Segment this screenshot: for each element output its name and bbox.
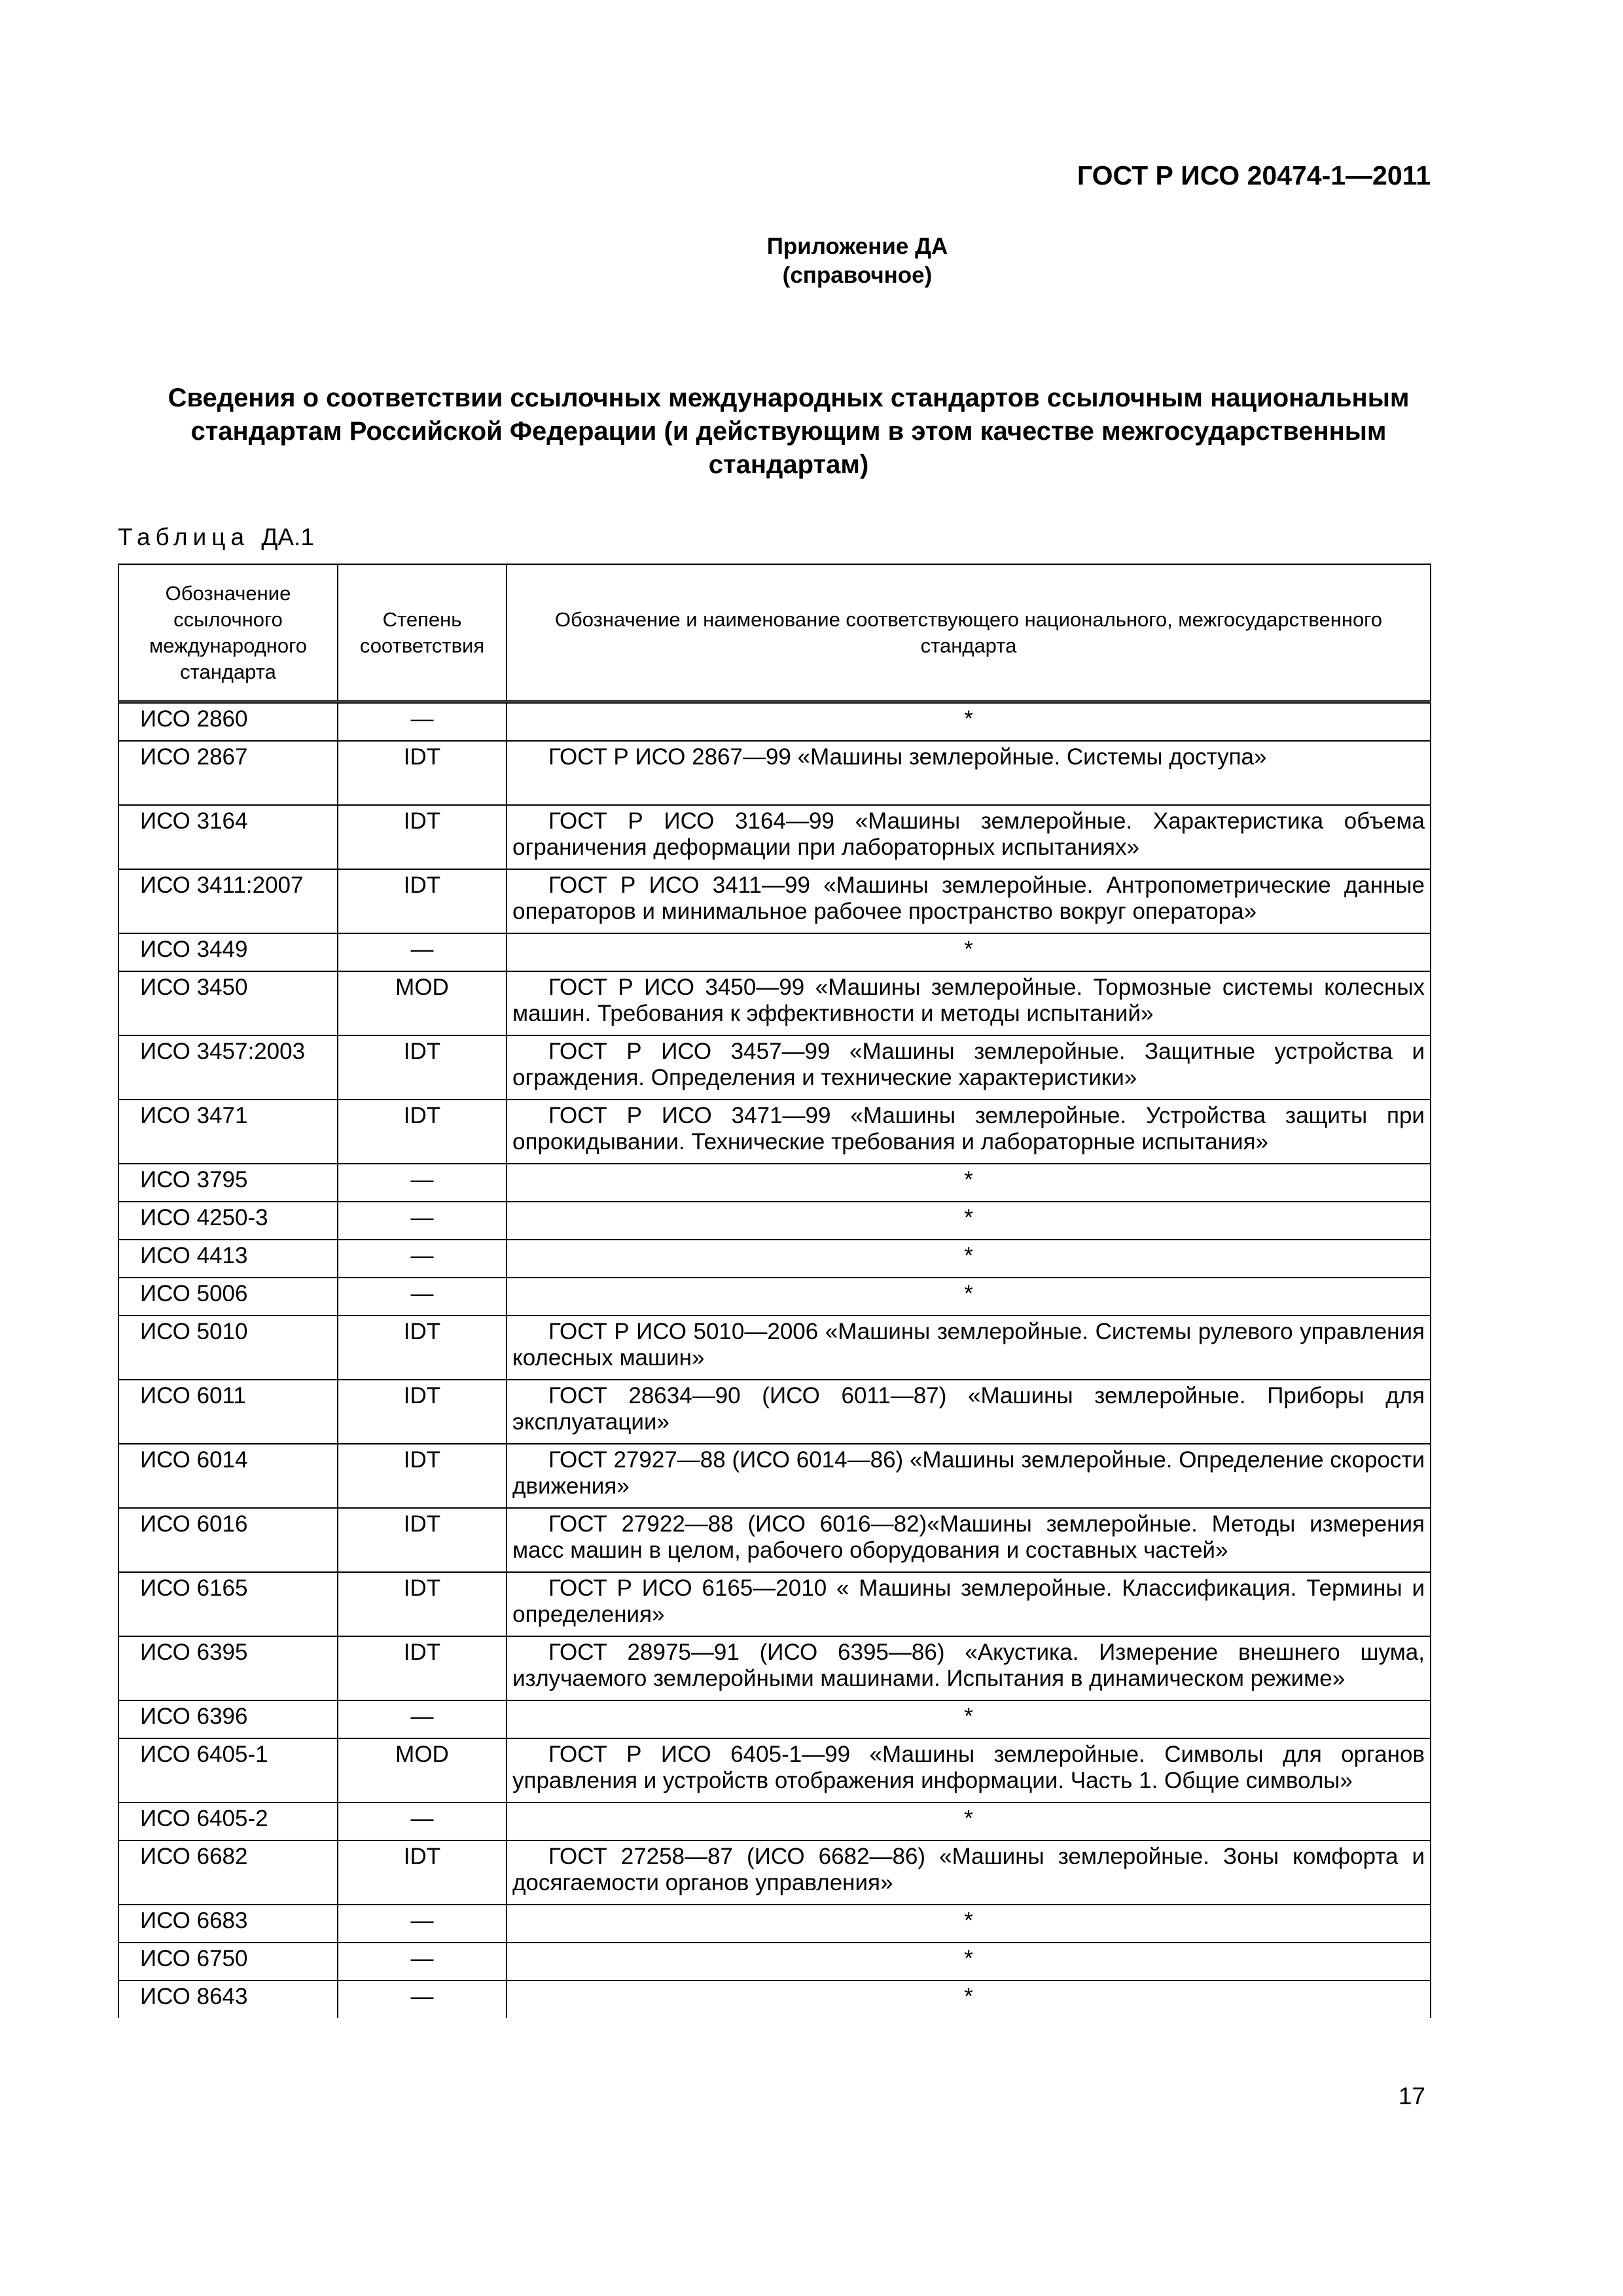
header-national-standard: Обозначение и наименование соответствующего национального, межгосударственного стандарта [507, 564, 1431, 702]
document-code: ГОСТ Р ИСО 20474-1—2011 [1077, 160, 1431, 190]
table-row [118, 1700, 1431, 1738]
table-caption-number: ДА.1 [261, 524, 314, 550]
no-equivalent-mark: * [964, 1205, 973, 1230]
cell-national-standard [507, 971, 1431, 1035]
cell-national-standard [507, 741, 1431, 805]
table-caption [118, 524, 314, 551]
appendix-subtitle: (справочное) [782, 262, 933, 288]
table-row [118, 741, 1431, 805]
cell-degree: IDT [338, 805, 507, 869]
cell-national-standard [507, 702, 1431, 742]
cell-degree: — [338, 702, 507, 742]
cell-national-standard [507, 1700, 1431, 1738]
cell-degree: — [338, 1240, 507, 1278]
cell-standard-code: ИСО 2860 [118, 702, 338, 742]
heading-line-3: стандартам) [708, 450, 869, 479]
cell-standard-code: ИСО 6405-1 [118, 1738, 338, 1803]
table-row [118, 1738, 1431, 1803]
cell-degree: MOD [338, 1738, 507, 1803]
cell-standard-code: ИСО 6750 [118, 1943, 338, 1981]
header-international-standard: Обозначение ссылочного международного стандарта [118, 564, 338, 702]
cell-standard-code: ИСО 5010 [118, 1316, 338, 1380]
national-standard-text: ГОСТ 27927—88 (ИСО 6014—86) «Машины землеройные. Определение скорости движения» [512, 1447, 1425, 1499]
cell-degree: IDT [338, 1380, 507, 1444]
national-standard-text: ГОСТ Р ИСО 3457—99 «Машины землеройные. Защитные устройства и ограждения. Определения и технические характеристики» [512, 1039, 1425, 1090]
table-row [118, 1905, 1431, 1943]
cell-standard-code: ИСО 5006 [118, 1278, 338, 1316]
table-row [118, 933, 1431, 971]
national-standard-text: ГОСТ Р ИСО 3471—99 «Машины землеройные. Устройства защиты при опрокидывании. Технические требования и лабораторные испытания» [512, 1103, 1425, 1155]
page-number: 17 [1398, 2083, 1425, 2109]
no-equivalent-mark: * [964, 1908, 973, 1933]
cell-standard-code: ИСО 6682 [118, 1840, 338, 1905]
cell-national-standard [507, 805, 1431, 869]
table-row [118, 702, 1431, 742]
no-equivalent-mark: * [964, 706, 973, 732]
cell-standard-code: ИСО 3450 [118, 971, 338, 1035]
appendix-title: Приложение ДА [766, 234, 948, 259]
cell-degree: — [338, 1981, 507, 2018]
national-standard-text: ГОСТ 28975—91 (ИСО 6395—86) «Акустика. Измерение внешнего шума, излучаемого землеройными машинами. Испытания в динамическом режиме» [512, 1640, 1425, 1691]
cell-degree: IDT [338, 1572, 507, 1636]
cell-national-standard [507, 1316, 1431, 1380]
cell-standard-code: ИСО 6396 [118, 1700, 338, 1738]
national-standard-text: ГОСТ Р ИСО 3164—99 «Машины землеройные. Характеристика объема ограничения деформации при лабораторных испытаниях» [512, 808, 1425, 860]
cell-national-standard [507, 1803, 1431, 1840]
cell-degree: IDT [338, 1840, 507, 1905]
table-row [118, 1444, 1431, 1508]
cell-standard-code: ИСО 3449 [118, 933, 338, 971]
cell-national-standard [507, 1100, 1431, 1164]
cell-national-standard [507, 1981, 1431, 2018]
table-row [118, 1943, 1431, 1981]
national-standard-text: ГОСТ Р ИСО 2867—99 «Машины землеройные. Системы доступа» [548, 744, 1267, 770]
cell-national-standard [507, 1380, 1431, 1444]
correspondence-table [118, 564, 1431, 2018]
national-standard-text: ГОСТ Р ИСО 5010—2006 «Машины землеройные. Системы рулевого управления колесных машин» [512, 1319, 1425, 1371]
no-equivalent-mark: * [964, 1946, 973, 1971]
table-row [118, 1035, 1431, 1100]
cell-standard-code: ИСО 6683 [118, 1905, 338, 1943]
no-equivalent-mark: * [964, 1243, 973, 1268]
table-row [118, 1981, 1431, 2018]
table-row [118, 1508, 1431, 1572]
cell-national-standard [507, 869, 1431, 933]
cell-national-standard [507, 1636, 1431, 1700]
cell-national-standard [507, 1905, 1431, 1943]
cell-national-standard [507, 1508, 1431, 1572]
cell-degree: IDT [338, 1035, 507, 1100]
cell-national-standard [507, 1444, 1431, 1508]
no-equivalent-mark: * [964, 1984, 973, 2009]
cell-degree: IDT [338, 741, 507, 805]
cell-degree: — [338, 1202, 507, 1240]
cell-standard-code: ИСО 4413 [118, 1240, 338, 1278]
heading-line-1: Сведения о соответствии ссылочных международных стандартов ссылочным национальным [168, 384, 1410, 412]
cell-degree: IDT [338, 1100, 507, 1164]
national-standard-text: ГОСТ 27922—88 (ИСО 6016—82)«Машины землеройные. Методы измерения масс машин в целом, рабочего оборудования и составных частей» [512, 1511, 1425, 1563]
cell-degree: IDT [338, 1316, 507, 1380]
table-caption-prefix: Таблица [118, 524, 250, 550]
cell-standard-code: ИСО 3411:2007 [118, 869, 338, 933]
cell-degree: — [338, 933, 507, 971]
table-row [118, 1240, 1431, 1278]
section-heading [118, 382, 1459, 482]
national-standard-text: ГОСТ 28634—90 (ИСО 6011—87) «Машины землеройные. Приборы для эксплуатации» [512, 1383, 1425, 1435]
cell-degree: IDT [338, 1636, 507, 1700]
cell-national-standard [507, 1035, 1431, 1100]
cell-national-standard [507, 1943, 1431, 1981]
national-standard-text: ГОСТ Р ИСО 6165—2010 « Машины землеройные. Классификация. Термины и определения» [512, 1575, 1425, 1627]
cell-degree: IDT [338, 1508, 507, 1572]
cell-standard-code: ИСО 6405-2 [118, 1803, 338, 1840]
no-equivalent-mark: * [964, 1704, 973, 1729]
table-row [118, 971, 1431, 1035]
cell-national-standard [507, 1202, 1431, 1240]
cell-standard-code: ИСО 6395 [118, 1636, 338, 1700]
cell-degree: IDT [338, 869, 507, 933]
cell-degree: — [338, 1164, 507, 1202]
table-row [118, 1164, 1431, 1202]
cell-degree: — [338, 1700, 507, 1738]
no-equivalent-mark: * [964, 1806, 973, 1831]
national-standard-text: ГОСТ 27258—87 (ИСО 6682—86) «Машины землеройные. Зоны комфорта и досягаемости органов управления» [512, 1844, 1425, 1895]
table-row [118, 1636, 1431, 1700]
no-equivalent-mark: * [964, 937, 973, 962]
cell-degree: — [338, 1943, 507, 1981]
cell-standard-code: ИСО 8643 [118, 1981, 338, 2018]
table-header-row [118, 564, 1431, 702]
cell-standard-code: ИСО 3164 [118, 805, 338, 869]
cell-standard-code: ИСО 2867 [118, 741, 338, 805]
cell-standard-code: ИСО 6014 [118, 1444, 338, 1508]
cell-standard-code: ИСО 6016 [118, 1508, 338, 1572]
no-equivalent-mark: * [964, 1281, 973, 1306]
table-row [118, 1572, 1431, 1636]
cell-standard-code: ИСО 4250-3 [118, 1202, 338, 1240]
cell-standard-code: ИСО 3457:2003 [118, 1035, 338, 1100]
cell-national-standard [507, 1572, 1431, 1636]
national-standard-text: ГОСТ Р ИСО 6405-1—99 «Машины землеройные. Символы для органов управления и устройств отображения информации. Часть 1. Общие символы» [512, 1742, 1425, 1793]
table-row [118, 1840, 1431, 1905]
cell-national-standard [507, 1738, 1431, 1803]
cell-degree: IDT [338, 1444, 507, 1508]
appendix-title-block [0, 232, 1623, 290]
table-row [118, 1100, 1431, 1164]
cell-degree: — [338, 1278, 507, 1316]
cell-national-standard [507, 1164, 1431, 1202]
cell-national-standard [507, 1240, 1431, 1278]
no-equivalent-mark: * [964, 1167, 973, 1193]
table-row [118, 805, 1431, 869]
table-row [118, 1202, 1431, 1240]
table-row [118, 869, 1431, 933]
cell-national-standard [507, 933, 1431, 971]
cell-national-standard [507, 1840, 1431, 1905]
cell-degree: — [338, 1803, 507, 1840]
cell-standard-code: ИСО 6011 [118, 1380, 338, 1444]
heading-line-2: стандартам Российской Федерации (и действующим в этом качестве межгосударственным [190, 417, 1387, 446]
header-degree: Степень соответствия [338, 564, 507, 702]
national-standard-text: ГОСТ Р ИСО 3411—99 «Машины землеройные. Антропометрические данные операторов и минимальное рабочее пространство вокруг оператора» [512, 872, 1425, 924]
cell-standard-code: ИСО 3471 [118, 1100, 338, 1164]
table-row [118, 1278, 1431, 1316]
cell-national-standard [507, 1278, 1431, 1316]
table-row [118, 1316, 1431, 1380]
cell-degree: MOD [338, 971, 507, 1035]
cell-standard-code: ИСО 3795 [118, 1164, 338, 1202]
cell-degree: — [338, 1905, 507, 1943]
table-row [118, 1380, 1431, 1444]
table-row [118, 1803, 1431, 1840]
cell-standard-code: ИСО 6165 [118, 1572, 338, 1636]
national-standard-text: ГОСТ Р ИСО 3450—99 «Машины землеройные. Тормозные системы колесных машин. Требования к эффективности и методы испытаний» [512, 975, 1425, 1026]
table-body [118, 702, 1431, 2018]
